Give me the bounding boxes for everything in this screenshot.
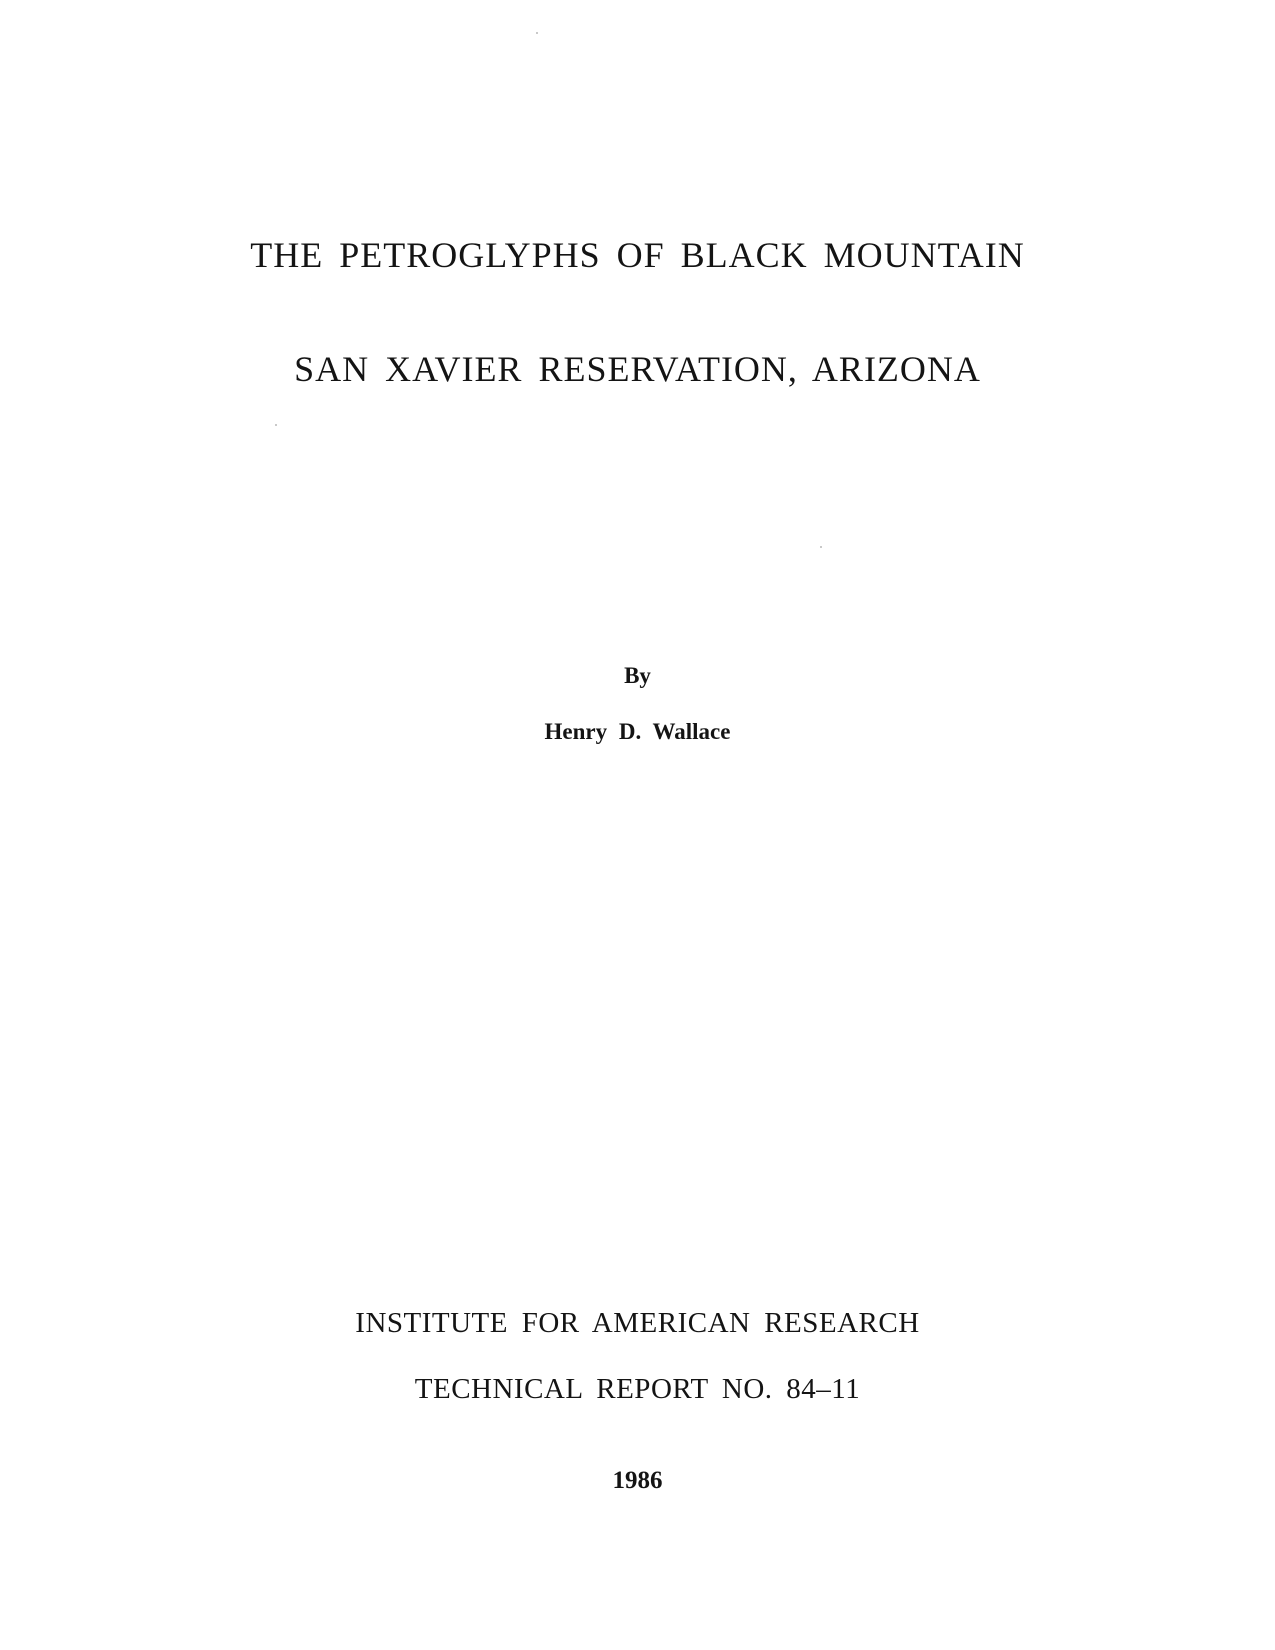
report-number: TECHNICAL REPORT NO. 84–11 [414,1373,861,1405]
author-name: Henry D. Wallace [544,719,731,744]
scan-speck [536,32,538,34]
scan-speck [275,424,277,426]
title-line-1: THE PETROGLYPHS OF BLACK MOUNTAIN [250,235,1025,275]
title-line-2: SAN XAVIER RESERVATION, ARIZONA [294,349,981,389]
byline-by: By [624,663,651,688]
publication-year: 1986 [612,1467,663,1494]
scan-speck [820,546,822,548]
institute-name: INSTITUTE FOR AMERICAN RESEARCH [355,1307,920,1339]
